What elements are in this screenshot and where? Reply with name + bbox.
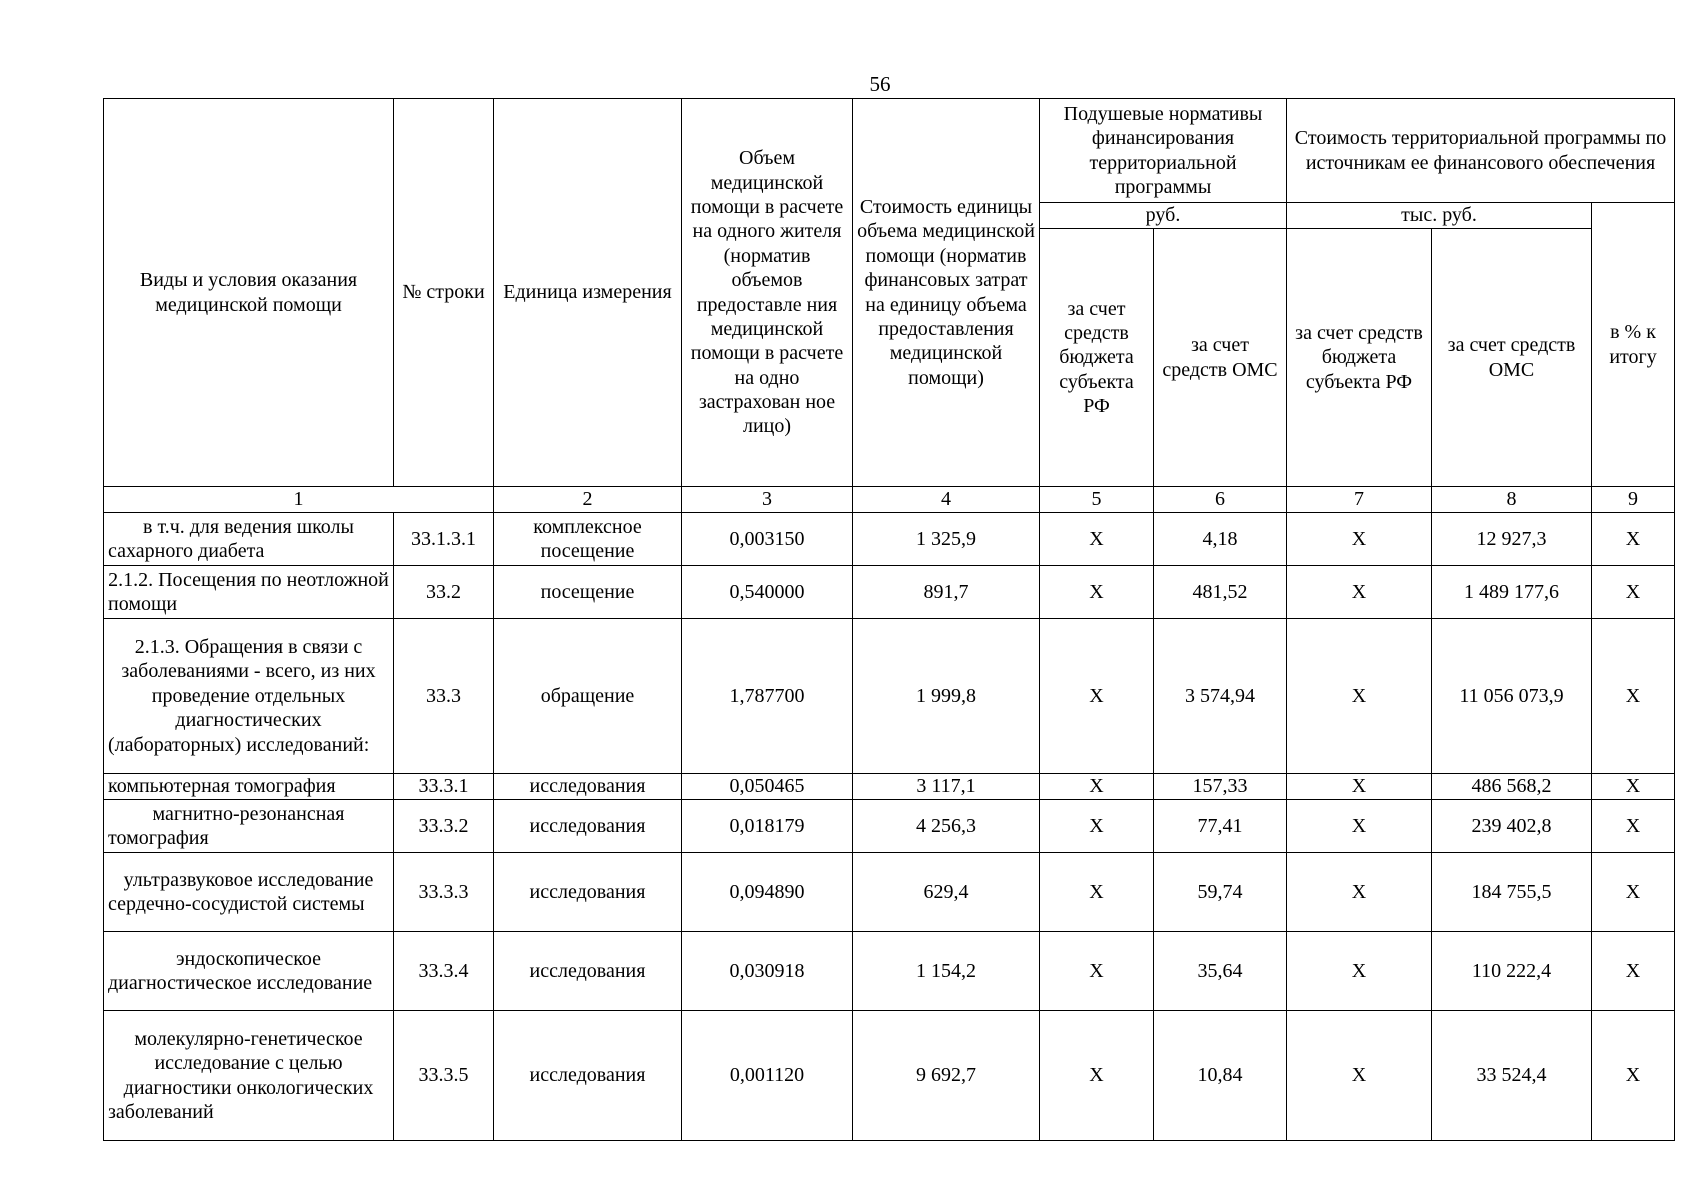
header-row-groups [104, 99, 1675, 203]
row-unit: исследования [494, 853, 682, 932]
row-oms-cost: 33 524,4 [1432, 1011, 1592, 1141]
header-unit-thousand-rub: тыс. руб. [1287, 203, 1592, 229]
row-cost-unit: 1 325,9 [853, 513, 1040, 566]
row-cost-unit: 9 692,7 [853, 1011, 1040, 1141]
row-kind: компьютерная томография [104, 774, 394, 800]
row-number: 33.3.4 [394, 932, 494, 1011]
row-oms: 10,84 [1154, 1011, 1287, 1141]
row-oms-cost: 110 222,4 [1432, 932, 1592, 1011]
page-number: 56 [869, 72, 891, 96]
row-volume: 1,787700 [682, 619, 853, 774]
row-number: 33.1.3.1 [394, 513, 494, 566]
column-number: 5 [1040, 487, 1154, 513]
column-number: 4 [853, 487, 1040, 513]
row-oms: 59,74 [1154, 853, 1287, 932]
header-unit-rub: руб. [1040, 203, 1287, 229]
header-per-capita-standards: Подушевые нормативы финансирования территориальной программы [1040, 99, 1287, 203]
row-oms: 481,52 [1154, 566, 1287, 619]
row-volume: 0,050465 [682, 774, 853, 800]
row-kind: 2.1.2. Посещения по неотложной помощи [104, 566, 394, 619]
table-row [104, 774, 1675, 800]
header-kind: Виды и условия оказания медицинской помощи [104, 99, 394, 487]
row-budget-rf-cost: Х [1287, 932, 1432, 1011]
column-number: 2 [494, 487, 682, 513]
row-budget-rf-cost: Х [1287, 513, 1432, 566]
row-budget-rf: Х [1040, 619, 1154, 774]
table-row [104, 932, 1675, 1011]
financing-table [103, 98, 1675, 1141]
header-budget-rf: за счет средств бюджета субъекта РФ [1040, 229, 1154, 487]
header-budget-rf-cost: за счет средств бюджета субъекта РФ [1287, 229, 1432, 487]
header-oms-cost: за счет средств ОМС [1432, 229, 1592, 487]
row-percent: Х [1592, 1011, 1675, 1141]
column-number: 7 [1287, 487, 1432, 513]
row-volume: 0,003150 [682, 513, 853, 566]
row-oms-cost: 11 056 073,9 [1432, 619, 1592, 774]
row-oms: 35,64 [1154, 932, 1287, 1011]
row-budget-rf-cost: Х [1287, 800, 1432, 853]
header-cost-per-unit: Стоимость единицы объема медицинской помощи (норматив финансовых затрат на единицу объема предоставления медицинской помощи) [853, 99, 1040, 487]
row-budget-rf: Х [1040, 800, 1154, 853]
row-percent: Х [1592, 619, 1675, 774]
row-oms-cost: 486 568,2 [1432, 774, 1592, 800]
column-number: 9 [1592, 487, 1675, 513]
header-volume: Объем медицинской помощи в расчете на одного жителя (норматив объемов предоставле ния медицинской помощи в расчете на одно застрахован ное лицо) [682, 99, 853, 487]
column-number: 8 [1432, 487, 1592, 513]
column-number: 3 [682, 487, 853, 513]
table-row [104, 853, 1675, 932]
row-budget-rf: Х [1040, 932, 1154, 1011]
row-percent: Х [1592, 513, 1675, 566]
row-unit: исследования [494, 800, 682, 853]
row-volume: 0,001120 [682, 1011, 853, 1141]
row-budget-rf-cost: Х [1287, 566, 1432, 619]
row-unit: исследования [494, 932, 682, 1011]
row-budget-rf-cost: Х [1287, 774, 1432, 800]
row-budget-rf: Х [1040, 566, 1154, 619]
row-volume: 0,540000 [682, 566, 853, 619]
row-oms-cost: 12 927,3 [1432, 513, 1592, 566]
row-kind: эндоскопическое диагностическое исследование [104, 932, 394, 1011]
row-volume: 0,018179 [682, 800, 853, 853]
row-number: 33.3.3 [394, 853, 494, 932]
row-volume: 0,094890 [682, 853, 853, 932]
row-kind: 2.1.3. Обращения в связи с заболеваниями - всего, из них проведение отдельных диагностических (лабораторных) исследований: [104, 619, 394, 774]
header-row-number: № строки [394, 99, 494, 487]
row-unit: обращение [494, 619, 682, 774]
row-budget-rf-cost: Х [1287, 619, 1432, 774]
row-oms: 157,33 [1154, 774, 1287, 800]
row-oms: 3 574,94 [1154, 619, 1287, 774]
row-percent: Х [1592, 853, 1675, 932]
header-program-cost: Стоимость территориальной программы по источникам ее финансового обеспечения [1287, 99, 1675, 203]
header-percent: в % к итогу [1592, 203, 1675, 487]
row-percent: Х [1592, 800, 1675, 853]
row-kind: магнитно-резонансная томография [104, 800, 394, 853]
column-number: 1 [104, 487, 494, 513]
row-number: 33.3.2 [394, 800, 494, 853]
row-cost-unit: 891,7 [853, 566, 1040, 619]
row-volume: 0,030918 [682, 932, 853, 1011]
row-oms: 77,41 [1154, 800, 1287, 853]
row-budget-rf-cost: Х [1287, 853, 1432, 932]
row-number: 33.3 [394, 619, 494, 774]
row-budget-rf: Х [1040, 513, 1154, 566]
row-unit: комплексное посещение [494, 513, 682, 566]
row-percent: Х [1592, 566, 1675, 619]
row-number: 33.2 [394, 566, 494, 619]
row-unit: исследования [494, 1011, 682, 1141]
row-cost-unit: 1 999,8 [853, 619, 1040, 774]
column-number: 6 [1154, 487, 1287, 513]
table-row [104, 619, 1675, 774]
row-number: 33.3.1 [394, 774, 494, 800]
column-numbers-row [104, 487, 1675, 513]
row-kind: в т.ч. для ведения школы сахарного диабета [104, 513, 394, 566]
row-unit: исследования [494, 774, 682, 800]
row-kind: молекулярно-генетическое исследование с целью диагностики онкологических заболеваний [104, 1011, 394, 1141]
table-row [104, 800, 1675, 853]
row-budget-rf: Х [1040, 774, 1154, 800]
table-row [104, 513, 1675, 566]
row-cost-unit: 3 117,1 [853, 774, 1040, 800]
row-cost-unit: 4 256,3 [853, 800, 1040, 853]
row-kind: ультразвуковое исследование сердечно-сосудистой системы [104, 853, 394, 932]
row-oms-cost: 1 489 177,6 [1432, 566, 1592, 619]
row-cost-unit: 1 154,2 [853, 932, 1040, 1011]
row-number: 33.3.5 [394, 1011, 494, 1141]
row-cost-unit: 629,4 [853, 853, 1040, 932]
header-unit: Единица измерения [494, 99, 682, 487]
row-budget-rf-cost: Х [1287, 1011, 1432, 1141]
table-row [104, 1011, 1675, 1141]
row-unit: посещение [494, 566, 682, 619]
row-budget-rf: Х [1040, 853, 1154, 932]
table-row [104, 566, 1675, 619]
row-oms-cost: 184 755,5 [1432, 853, 1592, 932]
row-oms-cost: 239 402,8 [1432, 800, 1592, 853]
row-percent: Х [1592, 774, 1675, 800]
header-oms: за счет средств ОМС [1154, 229, 1287, 487]
row-budget-rf: Х [1040, 1011, 1154, 1141]
row-percent: Х [1592, 932, 1675, 1011]
row-oms: 4,18 [1154, 513, 1287, 566]
